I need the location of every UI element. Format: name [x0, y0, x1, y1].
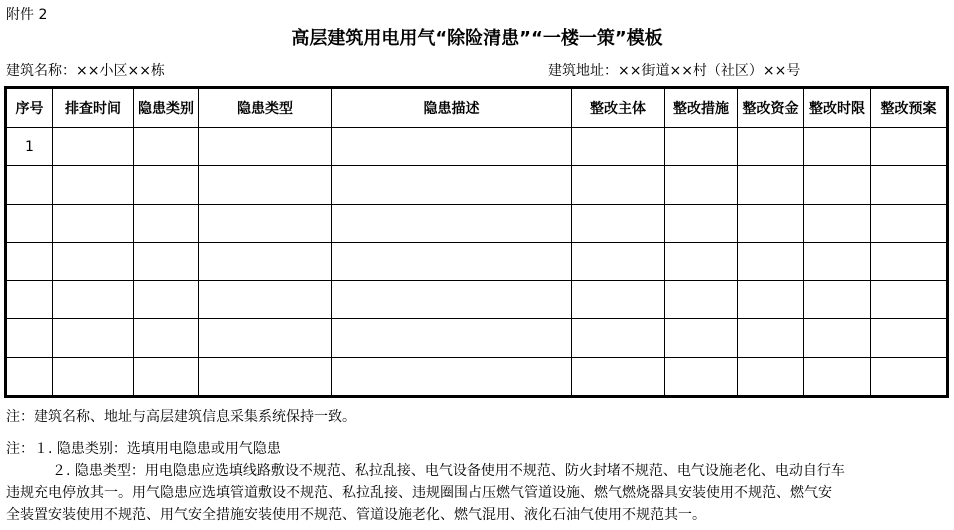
table-cell[interactable] — [199, 281, 332, 319]
header-inspection-time: 排查时间 — [53, 89, 134, 128]
table-cell[interactable] — [53, 242, 134, 280]
table-row — [7, 357, 947, 395]
table-cell[interactable] — [665, 357, 738, 395]
table-cell[interactable] — [738, 242, 804, 280]
table-cell[interactable] — [871, 128, 947, 166]
table-cell[interactable] — [53, 204, 134, 242]
table-cell[interactable] — [7, 357, 53, 395]
table-cell[interactable] — [804, 166, 871, 204]
table-cell[interactable] — [738, 357, 804, 395]
header-rectification-funds: 整改资金 — [738, 89, 804, 128]
table-cell[interactable] — [134, 128, 199, 166]
table-cell[interactable] — [804, 204, 871, 242]
table-cell[interactable] — [804, 281, 871, 319]
table-cell[interactable] — [7, 242, 53, 280]
header-rectification-party: 整改主体 — [572, 89, 665, 128]
table-cell[interactable] — [665, 242, 738, 280]
table-cell[interactable] — [738, 281, 804, 319]
header-rectification-deadline: 整改时限 — [804, 89, 871, 128]
table-cell[interactable] — [871, 281, 947, 319]
table-cell[interactable] — [199, 128, 332, 166]
table-cell[interactable] — [871, 319, 947, 357]
table-cell[interactable] — [53, 166, 134, 204]
attachment-label: 附件 2 — [6, 7, 48, 23]
table-cell[interactable] — [199, 242, 332, 280]
table-cell[interactable] — [804, 128, 871, 166]
table-cell[interactable] — [665, 204, 738, 242]
table-cell[interactable] — [332, 166, 572, 204]
table-cell[interactable] — [199, 357, 332, 395]
header-hazard-type: 隐患类型 — [199, 89, 332, 128]
table-cell[interactable] — [665, 166, 738, 204]
note-line-2: ２. 隐患类型：用电隐患应选填线路敷设不规范、私拉乱接、电气设备使用不规范、防火封堵不规范、电气设施老化、电动自行车 — [52, 463, 845, 479]
consistency-note: 注：建筑名称、地址与高层建筑信息采集系统保持一致。 — [6, 409, 356, 425]
table-cell[interactable] — [53, 128, 134, 166]
table-cell[interactable] — [134, 281, 199, 319]
table-header-row — [7, 89, 947, 128]
note-line-1: 注：１. 隐患类别：选填用电隐患或用气隐患 — [6, 441, 281, 457]
table-cell[interactable] — [332, 319, 572, 357]
table-row — [7, 204, 947, 242]
table-cell[interactable] — [572, 204, 665, 242]
table-cell[interactable] — [738, 128, 804, 166]
building-address: 建筑地址：××街道××村（社区）××号 — [548, 63, 801, 79]
table-cell[interactable] — [738, 204, 804, 242]
table-cell[interactable] — [53, 319, 134, 357]
table-cell[interactable] — [804, 357, 871, 395]
table-cell[interactable] — [572, 357, 665, 395]
header-serial: 序号 — [7, 89, 53, 128]
table-cell[interactable] — [199, 319, 332, 357]
table-cell[interactable] — [804, 242, 871, 280]
table-cell[interactable] — [53, 357, 134, 395]
notes-block — [6, 438, 948, 526]
table-row — [7, 281, 947, 319]
table-row — [7, 128, 947, 166]
table-cell[interactable]: 1 — [7, 128, 53, 166]
note-line-3: 违规充电停放其一。用气隐患应选填管道敷设不规范、私拉乱接、违规圈围占压燃气管道设施、燃气燃烧器具安装使用不规范、燃气安 — [6, 485, 832, 501]
table-cell[interactable] — [804, 319, 871, 357]
table-cell[interactable] — [134, 204, 199, 242]
table-cell[interactable] — [572, 319, 665, 357]
table-cell[interactable] — [332, 128, 572, 166]
table-cell[interactable] — [332, 204, 572, 242]
note-line-4: 全装置安装使用不规范、用气安全措施安装使用不规范、管道设施老化、燃气混用、液化石油气使用不规范其一。 — [6, 507, 706, 523]
header-hazard-category: 隐患类别 — [134, 89, 199, 128]
table-row — [7, 242, 947, 280]
table-cell[interactable] — [7, 166, 53, 204]
table-row — [7, 166, 947, 204]
table-cell[interactable] — [572, 128, 665, 166]
table-cell[interactable] — [134, 357, 199, 395]
table-cell[interactable] — [871, 204, 947, 242]
table-cell[interactable] — [871, 242, 947, 280]
table-cell[interactable] — [665, 319, 738, 357]
table-cell[interactable] — [572, 166, 665, 204]
table-row — [7, 319, 947, 357]
table-cell[interactable] — [332, 357, 572, 395]
table-cell[interactable] — [665, 281, 738, 319]
table-cell[interactable] — [572, 242, 665, 280]
table-cell[interactable] — [871, 166, 947, 204]
table-cell[interactable] — [572, 281, 665, 319]
table-cell[interactable] — [199, 204, 332, 242]
table-cell[interactable] — [199, 166, 332, 204]
table-cell[interactable] — [7, 204, 53, 242]
building-name: 建筑名称：××小区××栋 — [6, 63, 165, 79]
table-cell[interactable] — [332, 242, 572, 280]
table-cell[interactable] — [7, 319, 53, 357]
table-cell[interactable] — [134, 166, 199, 204]
table-cell[interactable] — [738, 319, 804, 357]
header-rectification-measures: 整改措施 — [665, 89, 738, 128]
table-cell[interactable] — [7, 281, 53, 319]
table-cell[interactable] — [134, 319, 199, 357]
hazard-table — [6, 88, 947, 396]
table-cell[interactable] — [332, 281, 572, 319]
table-cell[interactable] — [53, 281, 134, 319]
table-cell[interactable] — [738, 166, 804, 204]
header-hazard-description: 隐患描述 — [332, 89, 572, 128]
table-cell[interactable] — [665, 128, 738, 166]
table-cell[interactable] — [871, 357, 947, 395]
table-cell[interactable] — [134, 242, 199, 280]
header-rectification-plan: 整改预案 — [871, 89, 947, 128]
page-title: 高层建筑用电用气“除险清患”“一楼一策”模板 — [291, 28, 663, 49]
